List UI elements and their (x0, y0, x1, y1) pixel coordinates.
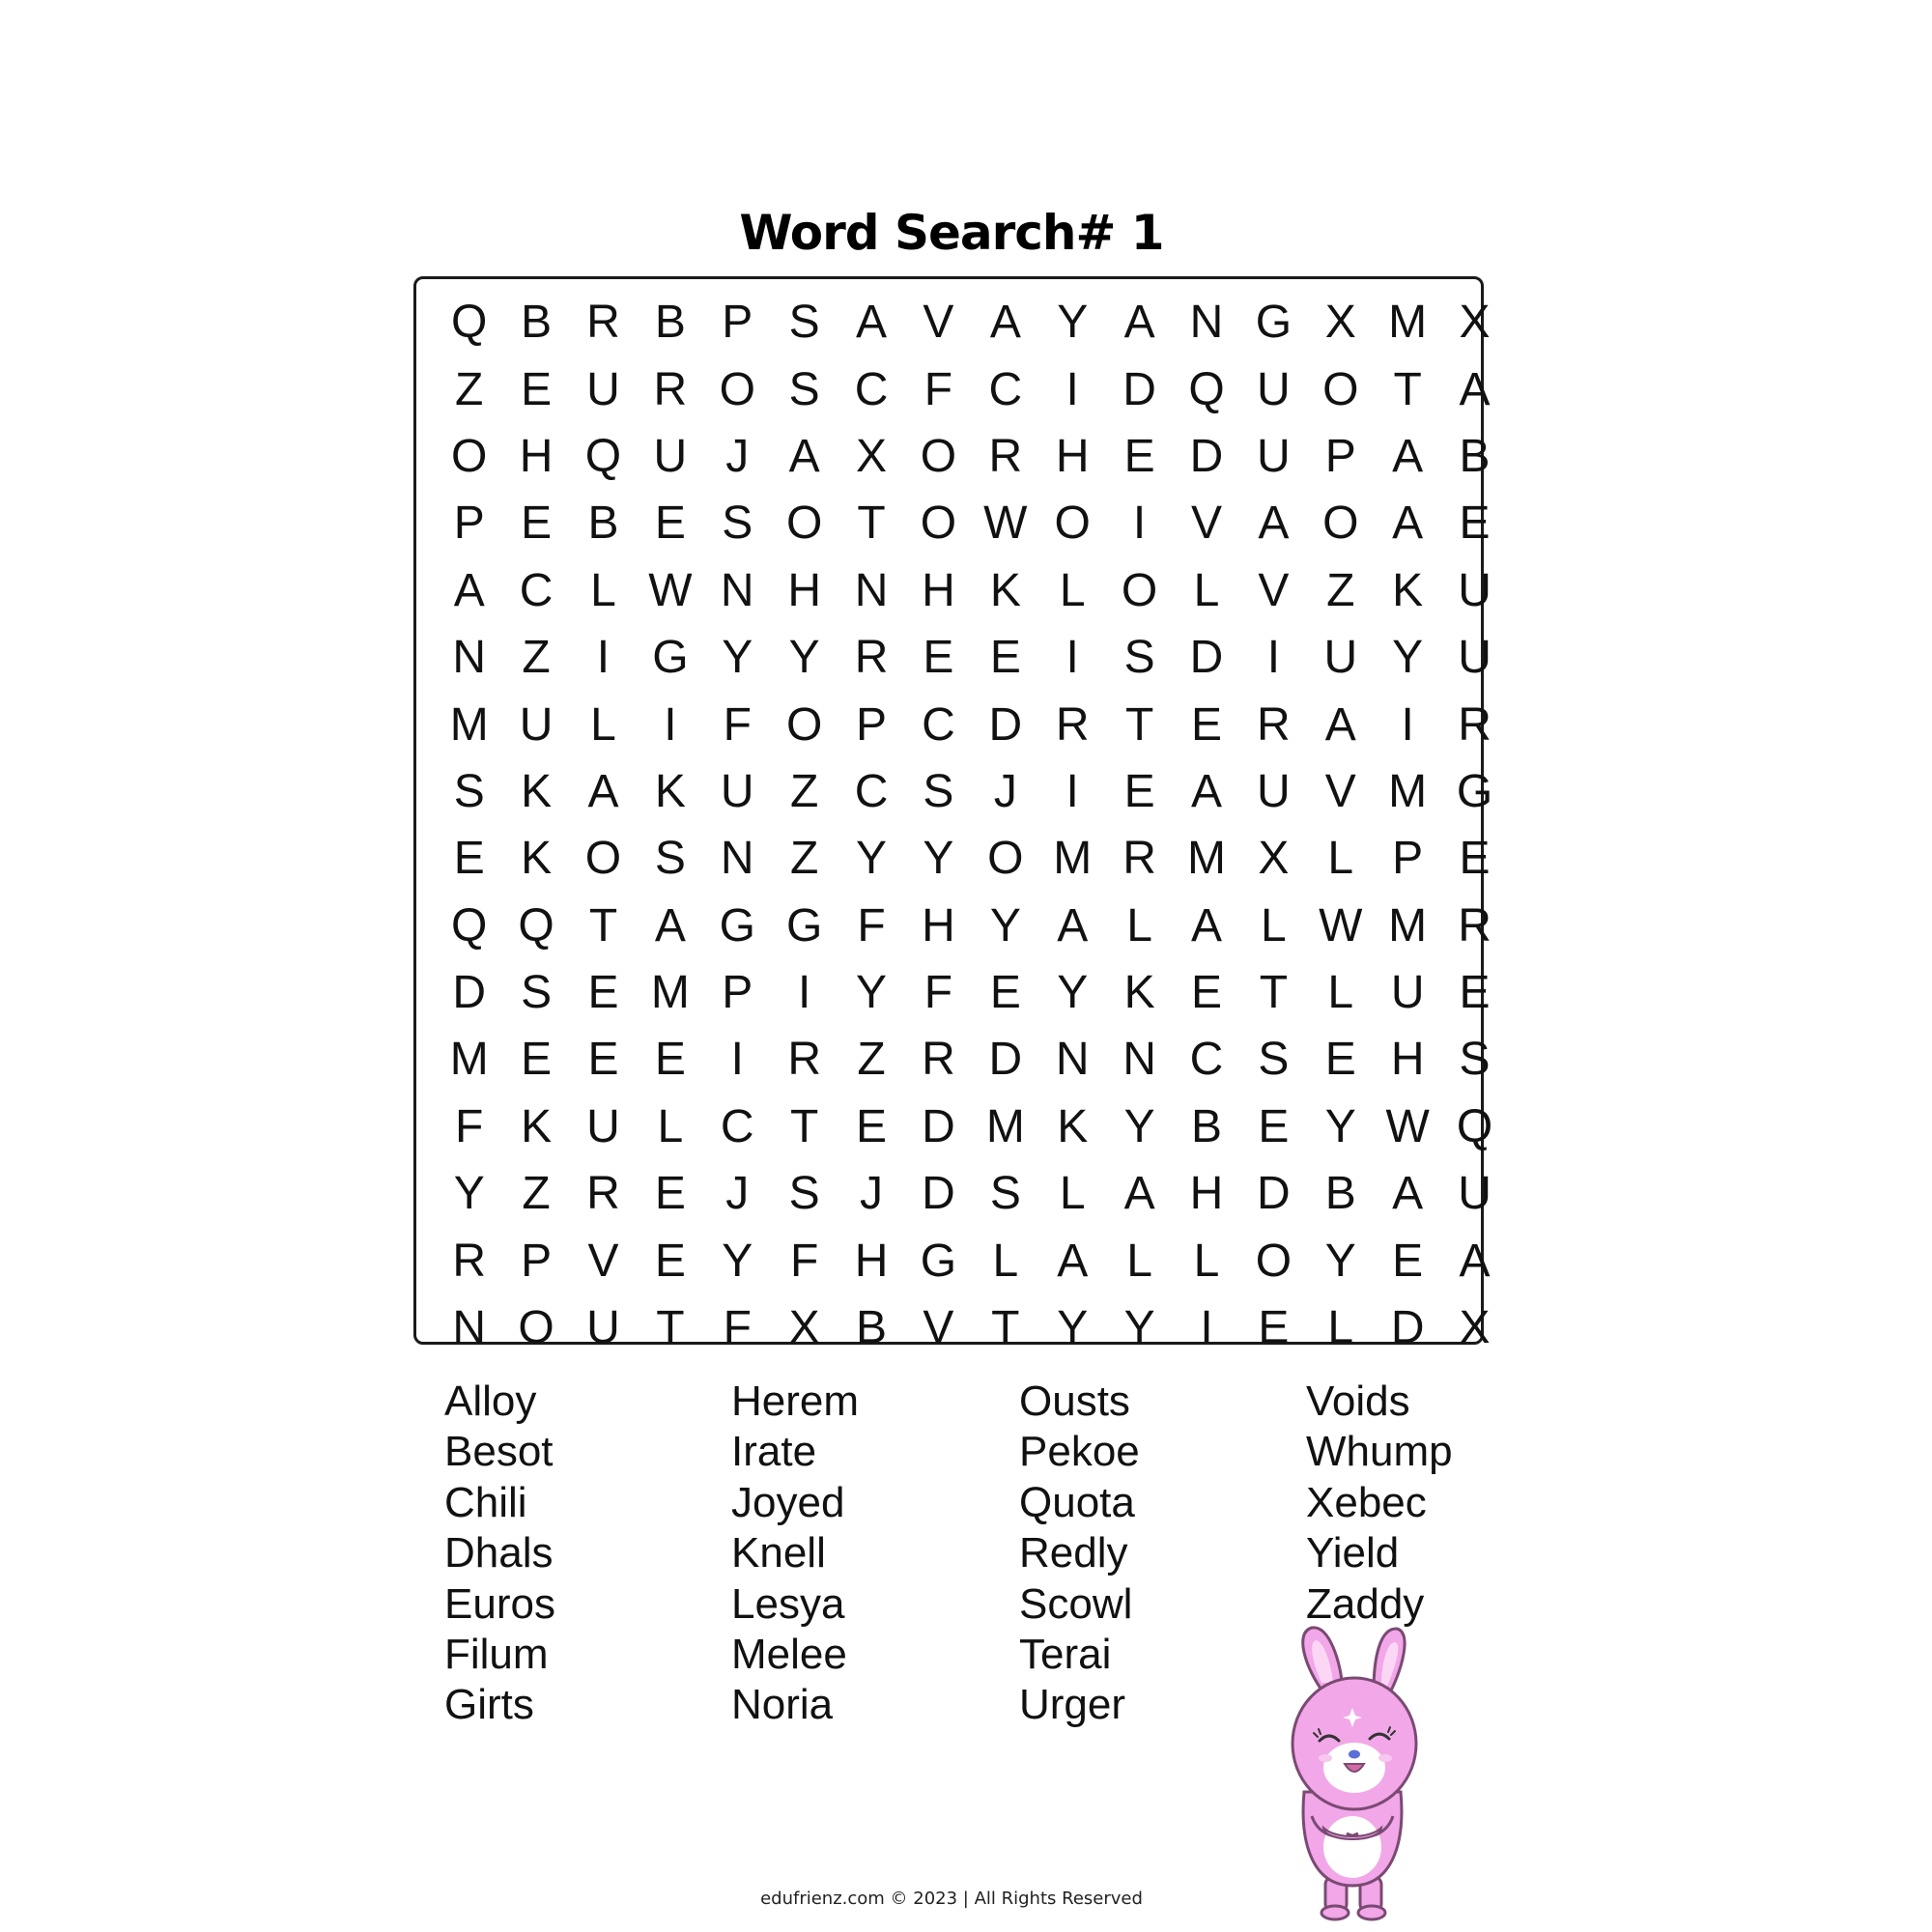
grid-letter: O (584, 833, 622, 885)
grid-letter: R (1458, 899, 1492, 952)
grid-letter: T (857, 497, 886, 550)
grid-letter: D (988, 698, 1023, 751)
grid-letter: E (1459, 967, 1491, 1019)
grid-letter: J (725, 1168, 750, 1220)
grid-letter: E (1459, 833, 1491, 885)
grid-letter: E (654, 1034, 686, 1086)
grid-letter: S (654, 833, 686, 885)
grid-letter: P (722, 967, 753, 1019)
grid-letter: D (1122, 363, 1156, 415)
grid-letter: F (723, 698, 752, 751)
grid-letter: E (1459, 497, 1491, 550)
grid-letter: Y (1123, 1302, 1155, 1354)
grid-letter: M (985, 1100, 1025, 1152)
grid-letter: K (521, 1100, 553, 1152)
grid-letter: Q (518, 899, 554, 952)
grid-letter: F (923, 967, 953, 1019)
grid-letter: E (453, 833, 485, 885)
grid-letter: C (988, 363, 1023, 415)
grid-letter: U (1323, 632, 1358, 684)
grid-letter: P (1392, 833, 1424, 885)
grid-letter: Q (1188, 363, 1225, 415)
grid-letter: O (1054, 497, 1091, 550)
grid-letter: A (1258, 497, 1290, 550)
word-list-item: Xebec (1306, 1478, 1427, 1526)
page-title: Word Search# 1 (739, 205, 1164, 261)
grid-letter: D (1390, 1302, 1425, 1354)
grid-letter: Y (788, 632, 820, 684)
grid-letter: X (1459, 297, 1491, 349)
grid-letter: W (1385, 1100, 1430, 1152)
word-list-item: Irate (731, 1428, 817, 1476)
word-list-item: Voids (1306, 1378, 1410, 1425)
grid-letter: O (785, 698, 823, 751)
grid-letter: K (521, 765, 553, 817)
grid-letter: S (788, 1168, 820, 1220)
grid-letter: B (587, 497, 619, 550)
grid-letter: K (1123, 967, 1155, 1019)
grid-letter: M (449, 1034, 489, 1086)
word-list-item: Knell (731, 1529, 826, 1577)
grid-letter: D (1189, 632, 1224, 684)
grid-letter: U (586, 1302, 620, 1354)
grid-letter: U (1458, 564, 1492, 616)
grid-letter: G (1255, 297, 1293, 349)
grid-letter: X (788, 1302, 820, 1354)
word-list-item: Pekoe (1019, 1428, 1140, 1476)
word-list-item: Chili (444, 1478, 527, 1526)
grid-letter: I (1065, 632, 1079, 684)
grid-letter: R (452, 1235, 487, 1287)
grid-letter: M (650, 967, 690, 1019)
grid-letter: R (1257, 698, 1291, 751)
grid-letter: I (797, 967, 811, 1019)
grid-letter: Z (455, 363, 484, 415)
word-list-item: Alloy (444, 1378, 537, 1425)
grid-letter: Z (789, 765, 819, 817)
grid-letter: K (521, 833, 553, 885)
grid-letter: E (989, 632, 1021, 684)
grid-letter: Y (1057, 1302, 1089, 1354)
grid-letter: T (656, 1302, 685, 1354)
grid-letter: Z (522, 632, 551, 684)
grid-letter: E (856, 1100, 888, 1152)
word-list-item: Lesya (731, 1579, 845, 1628)
word-list-item: Dhals (444, 1529, 554, 1577)
grid-letter: M (1187, 833, 1226, 885)
grid-letter: Y (923, 833, 954, 885)
word-list-item: Joyed (731, 1478, 845, 1526)
grid-letter: D (452, 967, 487, 1019)
letter-grid (436, 289, 1493, 1354)
grid-letter: S (989, 1168, 1021, 1220)
grid-letter: O (1121, 564, 1158, 616)
grid-letter: O (785, 497, 823, 550)
grid-letter: E (1123, 430, 1155, 482)
grid-letter: Q (584, 430, 622, 482)
word-list-item: Melee (731, 1631, 847, 1679)
grid-letter: Y (1057, 297, 1089, 349)
grid-letter: S (1459, 1034, 1491, 1086)
grid-letter: C (854, 765, 889, 817)
bunny-mascot-illustration (1265, 1623, 1459, 1922)
grid-letter: R (653, 363, 688, 415)
grid-letter: P (453, 497, 485, 550)
grid-letter: C (922, 698, 955, 751)
grid-letter: H (1189, 1168, 1224, 1220)
grid-letter: L (590, 698, 616, 751)
grid-letter: O (920, 430, 957, 482)
grid-letter: Z (522, 1168, 551, 1220)
grid-letter: Y (856, 967, 888, 1019)
grid-letter: V (1258, 564, 1290, 616)
grid-letter: D (988, 1034, 1023, 1086)
grid-letter: U (1390, 967, 1425, 1019)
grid-letter: N (1189, 297, 1224, 349)
grid-letter: K (1057, 1100, 1089, 1152)
grid-letter: L (1327, 967, 1354, 1019)
grid-letter: H (1390, 1034, 1425, 1086)
word-column-1 (444, 1377, 555, 1731)
grid-letter: E (1123, 765, 1155, 817)
grid-letter: T (1124, 698, 1154, 751)
grid-letter: L (657, 1100, 684, 1152)
grid-letter: M (449, 698, 489, 751)
grid-letter: Y (722, 1235, 753, 1287)
grid-letter: R (1055, 698, 1090, 751)
grid-letter: I (1266, 632, 1281, 684)
grid-letter: H (922, 899, 955, 952)
word-list-item: Quota (1019, 1478, 1135, 1526)
grid-letter: A (856, 297, 888, 349)
grid-letter: U (1257, 765, 1291, 817)
grid-letter: P (856, 698, 888, 751)
grid-letter: B (521, 297, 553, 349)
grid-letter: H (1055, 430, 1090, 482)
word-column-3 (1019, 1377, 1140, 1731)
grid-letter: Z (789, 833, 819, 885)
grid-letter: O (1255, 1235, 1293, 1287)
grid-letter: L (1193, 564, 1220, 616)
grid-letter: H (519, 430, 554, 482)
grid-letter: O (1322, 363, 1359, 415)
grid-letter: I (1200, 1302, 1213, 1354)
grid-letter: Y (1324, 1100, 1356, 1152)
grid-letter: I (1132, 497, 1147, 550)
grid-letter: S (722, 497, 753, 550)
grid-letter: P (521, 1235, 553, 1287)
grid-letter: N (452, 632, 487, 684)
word-list-item: Ousts (1019, 1378, 1130, 1425)
grid-letter: V (923, 1302, 954, 1354)
grid-letter: Y (722, 632, 753, 684)
grid-letter: D (1189, 430, 1224, 482)
grid-letter: O (518, 1302, 554, 1354)
grid-letter: F (455, 1100, 484, 1152)
grid-letter: F (723, 1302, 752, 1354)
grid-letter: A (453, 564, 485, 616)
grid-letter: I (1401, 698, 1414, 751)
grid-letter: L (1059, 564, 1086, 616)
grid-letter: I (596, 632, 611, 684)
grid-letter: C (854, 363, 889, 415)
grid-letter: W (648, 564, 693, 616)
grid-letter: A (1392, 497, 1424, 550)
grid-letter: X (1459, 1302, 1491, 1354)
grid-letter: H (854, 1235, 889, 1287)
grid-letter: C (720, 1100, 754, 1152)
grid-letter: G (920, 1235, 957, 1287)
grid-letter: G (719, 899, 755, 952)
grid-letter: V (1324, 765, 1356, 817)
grid-letter: E (587, 1034, 619, 1086)
grid-letter: R (922, 1034, 955, 1086)
word-list-item: Scowl (1019, 1579, 1133, 1628)
grid-letter: G (785, 899, 823, 952)
grid-letter: E (1392, 1235, 1424, 1287)
word-list-item: Besot (444, 1428, 554, 1476)
word-column-2 (731, 1377, 859, 1731)
grid-letter: I (1065, 363, 1079, 415)
grid-letter: W (1319, 899, 1363, 952)
grid-letter: E (521, 1034, 553, 1086)
grid-letter: A (1057, 899, 1089, 952)
grid-letter: X (1258, 833, 1290, 885)
grid-letter: E (521, 363, 553, 415)
grid-letter: W (983, 497, 1028, 550)
grid-letter: Y (989, 899, 1021, 952)
grid-letter: J (725, 430, 750, 482)
grid-letter: V (1190, 497, 1222, 550)
grid-letter: Y (1123, 1100, 1155, 1152)
grid-letter: A (989, 297, 1021, 349)
grid-letter: K (1392, 564, 1424, 616)
grid-letter: T (1393, 363, 1422, 415)
grid-letter: Q (451, 899, 488, 952)
grid-letter: U (720, 765, 754, 817)
word-list-item: Urger (1019, 1681, 1126, 1729)
grid-letter: R (586, 1168, 620, 1220)
grid-letter: S (788, 363, 820, 415)
grid-letter: G (1456, 765, 1493, 817)
grid-letter: S (1258, 1034, 1290, 1086)
word-list-item: Noria (731, 1681, 834, 1729)
grid-letter: F (923, 363, 953, 415)
grid-letter: E (587, 967, 619, 1019)
grid-letter: B (1190, 1100, 1222, 1152)
grid-letter: T (991, 1302, 1020, 1354)
grid-letter: E (654, 1235, 686, 1287)
grid-letter: N (1122, 1034, 1156, 1086)
grid-letter: A (654, 899, 686, 952)
grid-letter: O (1322, 497, 1359, 550)
grid-letter: R (854, 632, 889, 684)
grid-letter: X (1324, 297, 1356, 349)
grid-letter: C (1189, 1034, 1224, 1086)
grid-letter: D (1257, 1168, 1291, 1220)
grid-letter: K (654, 765, 686, 817)
grid-letter: M (1388, 899, 1428, 952)
word-list-item: Terai (1019, 1631, 1112, 1679)
grid-letter: E (654, 1168, 686, 1220)
grid-letter: R (787, 1034, 821, 1086)
grid-letter: E (989, 967, 1021, 1019)
grid-letter: Y (1057, 967, 1089, 1019)
word-list-item: Filum (444, 1631, 549, 1679)
word-list-item: Euros (444, 1579, 555, 1628)
grid-letter: E (923, 632, 954, 684)
grid-letter: E (1190, 967, 1222, 1019)
grid-letter: H (922, 564, 955, 616)
grid-letter: L (590, 564, 616, 616)
grid-letter: B (1459, 430, 1491, 482)
grid-letter: O (920, 497, 957, 550)
grid-letter: U (1257, 430, 1291, 482)
grid-letter: E (1258, 1302, 1290, 1354)
word-list-item: Herem (731, 1378, 860, 1425)
grid-letter: A (1190, 765, 1222, 817)
grid-letter: U (519, 698, 554, 751)
grid-letter: A (1324, 698, 1356, 751)
grid-letter: G (652, 632, 689, 684)
grid-letter: N (720, 564, 754, 616)
grid-letter: O (987, 833, 1024, 885)
grid-letter: P (722, 297, 753, 349)
grid-letter: Y (1324, 1235, 1356, 1287)
grid-letter: Y (1392, 632, 1424, 684)
word-list-item: Redly (1019, 1529, 1128, 1577)
grid-letter: M (1388, 765, 1428, 817)
grid-letter: O (451, 430, 488, 482)
grid-letter: V (587, 1235, 619, 1287)
grid-letter: A (1392, 430, 1424, 482)
grid-letter: Y (856, 833, 888, 885)
grid-letter: C (519, 564, 554, 616)
grid-letter: E (521, 497, 553, 550)
grid-letter: O (719, 363, 755, 415)
grid-letter: Q (451, 297, 488, 349)
grid-letter: J (993, 765, 1017, 817)
grid-letter: S (923, 765, 954, 817)
grid-letter: R (1122, 833, 1156, 885)
grid-letter: R (586, 297, 620, 349)
grid-letter: D (922, 1168, 955, 1220)
grid-letter: T (588, 899, 618, 952)
grid-letter: U (1257, 363, 1291, 415)
grid-letter: B (1324, 1168, 1356, 1220)
grid-letter: A (1459, 1235, 1491, 1287)
grid-letter: M (1388, 297, 1428, 349)
grid-letter: T (1259, 967, 1289, 1019)
grid-letter: Z (857, 1034, 886, 1086)
grid-letter: F (789, 1235, 819, 1287)
grid-letter: L (1327, 1302, 1354, 1354)
grid-letter: F (857, 899, 886, 952)
grid-letter: S (1123, 632, 1155, 684)
grid-letter: R (988, 430, 1023, 482)
grid-letter: N (452, 1302, 487, 1354)
grid-letter: U (653, 430, 688, 482)
grid-letter: E (1324, 1034, 1356, 1086)
grid-letter: T (789, 1100, 819, 1152)
grid-letter: A (1123, 1168, 1155, 1220)
word-list-item: Whump (1306, 1428, 1453, 1476)
grid-letter: A (1190, 899, 1222, 952)
grid-letter: L (992, 1235, 1019, 1287)
grid-letter: A (788, 430, 820, 482)
word-list-item: Yield (1306, 1529, 1400, 1577)
grid-letter: N (1055, 1034, 1090, 1086)
grid-letter: J (860, 1168, 884, 1220)
grid-letter: P (1324, 430, 1356, 482)
grid-letter: S (788, 297, 820, 349)
grid-letter: A (587, 765, 619, 817)
grid-letter: L (1126, 1235, 1152, 1287)
grid-letter: U (1458, 1168, 1492, 1220)
grid-letter: E (1258, 1100, 1290, 1152)
grid-letter: L (1126, 899, 1152, 952)
grid-letter: U (586, 1100, 620, 1152)
grid-letter: L (1327, 833, 1354, 885)
grid-letter: B (654, 297, 686, 349)
grid-letter: A (1057, 1235, 1089, 1287)
grid-letter: S (521, 967, 553, 1019)
grid-letter: M (1053, 833, 1093, 885)
grid-letter: N (720, 833, 754, 885)
grid-letter: X (856, 430, 888, 482)
grid-letter: I (664, 698, 677, 751)
grid-letter: E (654, 497, 686, 550)
grid-letter: Z (1326, 564, 1355, 616)
grid-letter: B (856, 1302, 888, 1354)
copyright-footer: edufrienz.com © 2023 | All Rights Reserved (760, 1889, 1143, 1909)
grid-letter: D (922, 1100, 955, 1152)
grid-letter: L (1261, 899, 1287, 952)
grid-letter: E (1190, 698, 1222, 751)
grid-letter: Q (1456, 1100, 1493, 1152)
word-column-4 (1306, 1377, 1453, 1630)
grid-letter: Y (453, 1168, 485, 1220)
grid-letter: U (1458, 632, 1492, 684)
grid-letter: A (1392, 1168, 1424, 1220)
grid-letter: V (923, 297, 954, 349)
grid-letter: A (1123, 297, 1155, 349)
grid-letter: L (1193, 1235, 1220, 1287)
grid-letter: K (989, 564, 1021, 616)
grid-letter: A (1459, 363, 1491, 415)
grid-letter: R (1458, 698, 1492, 751)
grid-letter: U (586, 363, 620, 415)
word-list-item: Zaddy (1306, 1579, 1425, 1628)
grid-letter: N (854, 564, 889, 616)
grid-letter: L (1059, 1168, 1086, 1220)
grid-letter: I (1065, 765, 1079, 817)
grid-letter: H (787, 564, 821, 616)
word-list-item: Girts (444, 1681, 534, 1729)
word-search-grid-frame (413, 276, 1493, 1354)
grid-letter: S (453, 765, 485, 817)
grid-letter: I (730, 1034, 744, 1086)
